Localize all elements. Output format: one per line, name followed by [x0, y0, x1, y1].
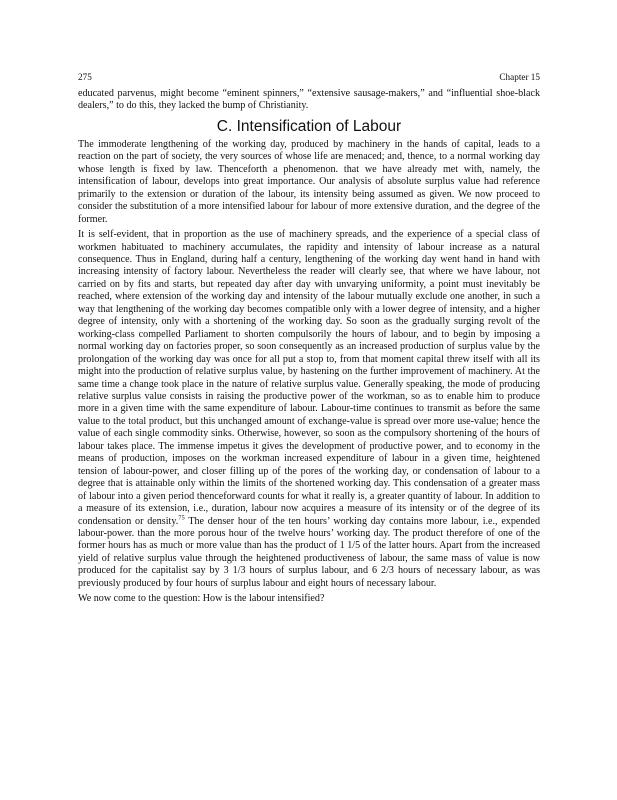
body-paragraph-2-part-2: The denser hour of the ten hours’ working day contains more labour, i.e., expended labour-power. than the more porous hour of the twelve hours’ working day. The product therefore of one of the former hours has as much or more value than has the product of 1 1/5 of the latter hours. Apart from the increased yield of relative surplus value through the heightened productiveness of labour, the same mass of value is now produced for the capitalist say by 3 1/3 hours of surplus labour, and 6 2/3 hours of necessary labour, as was previously produced by four hours of surplus labour and eight hours of necessary labour.: [78, 515, 540, 589]
footnote-ref-75[interactable]: 75: [178, 514, 185, 522]
chapter-label: Chapter 15: [499, 72, 540, 82]
body-paragraph-1: The immoderate lengthening of the working day, produced by machinery in the hands of capital, leads to a reaction on the part of society, the very sources of whose life are menaced; and, thence, to a normal working day whose length is fixed by law. Thenceforth a phenomenon. that we have already met with, namely, the intensification of labour, develops into great importance. Our analysis of absolute surplus value had reference primarily to the extension or duration of the labour, its intensity being assumed as given. We now proceed to consider the substitution of a more intensified labour for labour of more extensive duration, and the degree of the former.: [78, 138, 540, 225]
intro-paragraph: educated parvenus, might become “eminent spinners,” “extensive sausage-makers,” and “influential shoe-black dealers,” to do this, they lacked the bump of Christianity.: [78, 88, 540, 112]
body-paragraph-2-part-1: It is self-evident, that in proportion as the use of machinery spreads, and the experience of a special class of workmen habituated to machinery accumulates, the rapidity and intensity of labour increase as a natural consequence. Thus in England, during half a century, lengthening of the working day went hand in hand with increasing intensity of factory labour. Nevertheless the reader will clearly see, that where we have labour, not carried on by fits and starts, but repeated day after day with unvarying uniformity, a point must inevitably be reached, where extension of the working day and intensity of the labour mutually exclude one another, in such a way that lengthening of the working day becomes compatible only with a lower degree of intensity, and a higher degree of intensity, only with a shortening of the working day. So soon as the gradually surging revolt of the working-class compelled Parliament to shorten compulsorily the hours of labour, and to begin by imposing a normal working day on factories proper, so soon consequently as an increased production of surplus value by the prolongation of the working day was once for all put a stop to, from that moment capital threw itself with all its might into the production of relative surplus value, by hastening on the further improvement of machinery. At the same time a change took place in the nature of relative surplus value. Generally speaking, the mode of producing relative surplus value consists in raising the productive power of the workman, so as to enable him to produce more in a given time with the same expenditure of labour. Labour-time continues to transmit as before the same value to the total product, but this unchanged amount of exchange-value is spread over more use-value; hence the value of each single commodity sinks. Otherwise, however, so soon as the compulsory shortening of the hours of labour takes place. The immense impetus it gives the development of productive power, and to economy in the means of production, imposes on the workman increased expenditure of labour in a given time, heightened tension of labour-power, and closer filling up of the pores of the working day, or condensation of labour to a degree that is attainable only within the limits of the shortened working day. This condensation of a greater mass of labour into a given period thenceforward counts for what it really is, a greater quantity of labour. In addition to a measure of its extension, i.e., duration, labour now acquires a measure of its intensity or of the degree of its condensation or density.: [78, 229, 540, 527]
running-header: [78, 72, 540, 83]
body-paragraph-3: We now come to the question: How is the labour intensified?: [78, 593, 325, 605]
body-paragraph-2: [78, 229, 540, 590]
page-number: 275: [78, 72, 92, 82]
section-title: C. Intensification of Labour: [216, 117, 402, 135]
document-page: [78, 72, 540, 606]
